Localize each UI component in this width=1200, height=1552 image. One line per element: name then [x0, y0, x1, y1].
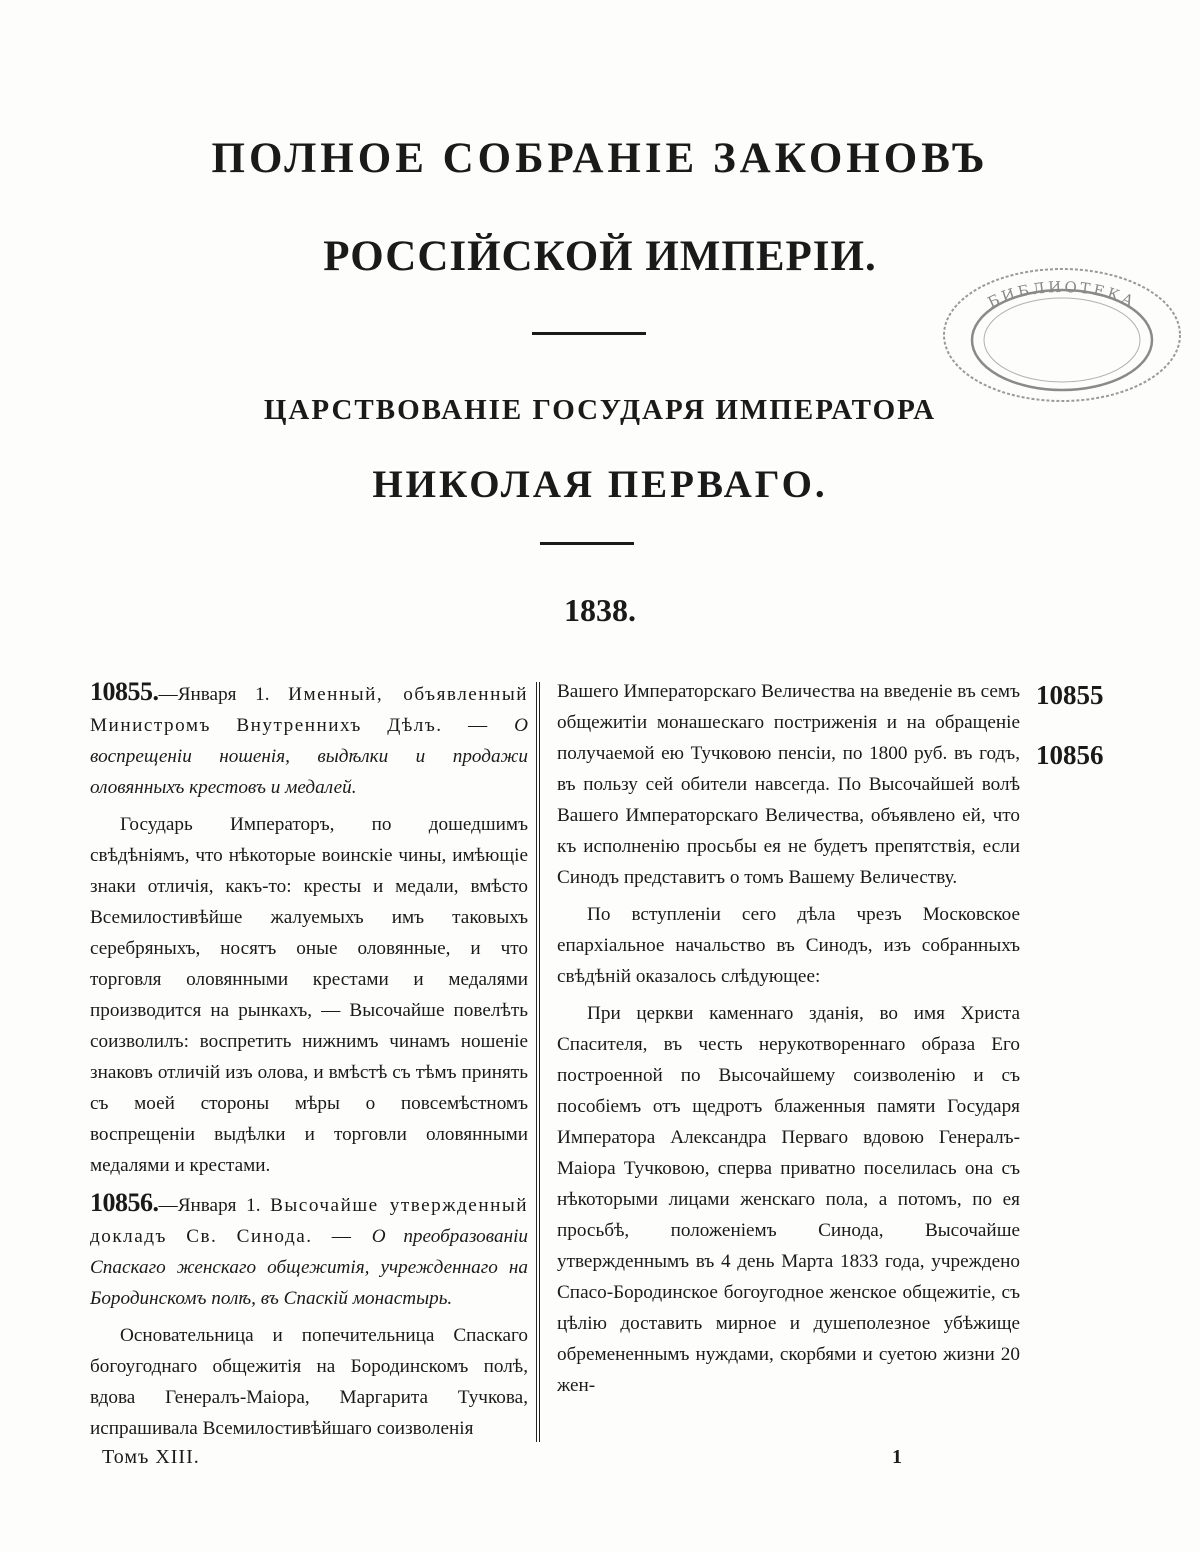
- reign-heading-line-2: НИКОЛАЯ ПЕРВАГО.: [372, 463, 828, 506]
- footer-page-number: 1: [892, 1446, 902, 1468]
- column-divider: [536, 682, 540, 1442]
- reign-heading-line-1: ЦАРСТВОВАНІЕ ГОСУДАРЯ ИМПЕРАТОРА: [263, 394, 937, 426]
- page-title-line-1: ПОЛНОЕ СОБРАНІЕ ЗАКОНОВЪ: [211, 135, 989, 182]
- reign-divider: [540, 542, 634, 545]
- entry-10855-text: Государь Императоръ, по дошедшимъ свѣдѣніямъ, что нѣкоторые воинскіе чины, имѣющіе знаки отличія, какъ-то: кресты и медали, вмѣсто Всемилостивѣйше жалуемыхъ имъ таковыхъ серебряныхъ, носятъ оные оловянные, и что торговля оловянными крестами и медалями производится на рынкахъ, — Высочайше повелѣть соизволилъ: воспретить нижнимъ чинамъ ношеніе знаковъ отличій изъ олова, и вмѣстѣ съ тѣмъ принять съ моей стороны мѣры о повсемѣстномъ воспрещеніи выдѣлки и торговли оловянными медалями и крестами.: [90, 814, 528, 1176]
- library-stamp-icon: [934, 260, 1184, 410]
- entry-10856-continued-text: Вашего Императорскаго Величества на введеніе въ семъ общежитіи монашескаго постриженія и на обращеніе получаемой ею Тучковою пенсіи, по 1800 руб. въ годъ, въ пользу сей обители навсегда. По Высочайшей волѣ Вашего Императорскаго Величества, объявлено ей, что къ исполненію просьбы ея не будетъ препятствія, если Синодъ представитъ о томъ Вашему Величеству.: [557, 681, 1020, 888]
- entry-10855-heading: 10855.—Января 1. Именный, объявленный Министромъ Внутреннихъ Дѣлъ. — О воспрещеніи ношенія, выдѣлки и продажи оловянныхъ крестовъ и медалей.: [90, 677, 528, 798]
- title-divider: [532, 332, 646, 335]
- entry-10856-text: Основательница и попечительница Спаскаго богоугоднаго общежитія на Бородинскомъ полѣ, вдова Генералъ-Маіора, Маргарита Тучкова, испрашивала Всемилостивѣйшаго соизволенія: [90, 1325, 528, 1439]
- page-title-line-2: РОССІЙСКОЙ ИМПЕРІИ.: [323, 233, 877, 280]
- left-column: [90, 676, 528, 1450]
- entry-10856-paragraph-3: При церкви каменнаго зданія, во имя Христа Спасителя, въ честь нерукотвореннаго образа Его построенной по Высочайшему соизволенію и съ пособіемъ отъ щедротъ блаженныя памяти Государя Императора Александра Первагo вдовою Генералъ-Маіора Тучковою, сперва приватно поселилась она съ нѣкоторыми лицами женскаго пола, а потомъ, по ея просьбѣ, положеніемъ Синода, Высочайше утвержденнымъ въ 4 день Марта 1833 года, учреждено Спасо-Бородинское богоугодное женское общежитіе, съ цѣлію доставить мирное и душеполезное убѣжище обремененнымъ нуждами, скорбями и суетою жизни 20 жен-: [557, 1003, 1020, 1396]
- svg-text:БИБЛИОТЕКА: [985, 278, 1139, 312]
- footer-volume: Томъ XIII.: [102, 1446, 200, 1468]
- margin-number-10855: 10855: [1036, 680, 1104, 710]
- year-heading: 1838.: [564, 592, 636, 628]
- right-column: [557, 676, 1020, 1407]
- entry-10856-heading: 10856.—Января 1. Высочайше утвержденный докладъ Св. Синода. — О преобразованіи Спаскаго женскаго общежитія, учрежденнаго на Бородинскомъ полѣ, въ Спаскій монастырь.: [90, 1188, 529, 1309]
- stamp-label: БИБЛИОТЕКА: [984, 277, 1140, 312]
- margin-number-10856: 10856: [1036, 740, 1104, 770]
- entry-10856-paragraph-2: По вступленіи сего дѣла чрезъ Московское епархіальное начальство въ Синодъ, изъ собранныхъ свѣдѣній оказалось слѣдующее:: [557, 904, 1020, 987]
